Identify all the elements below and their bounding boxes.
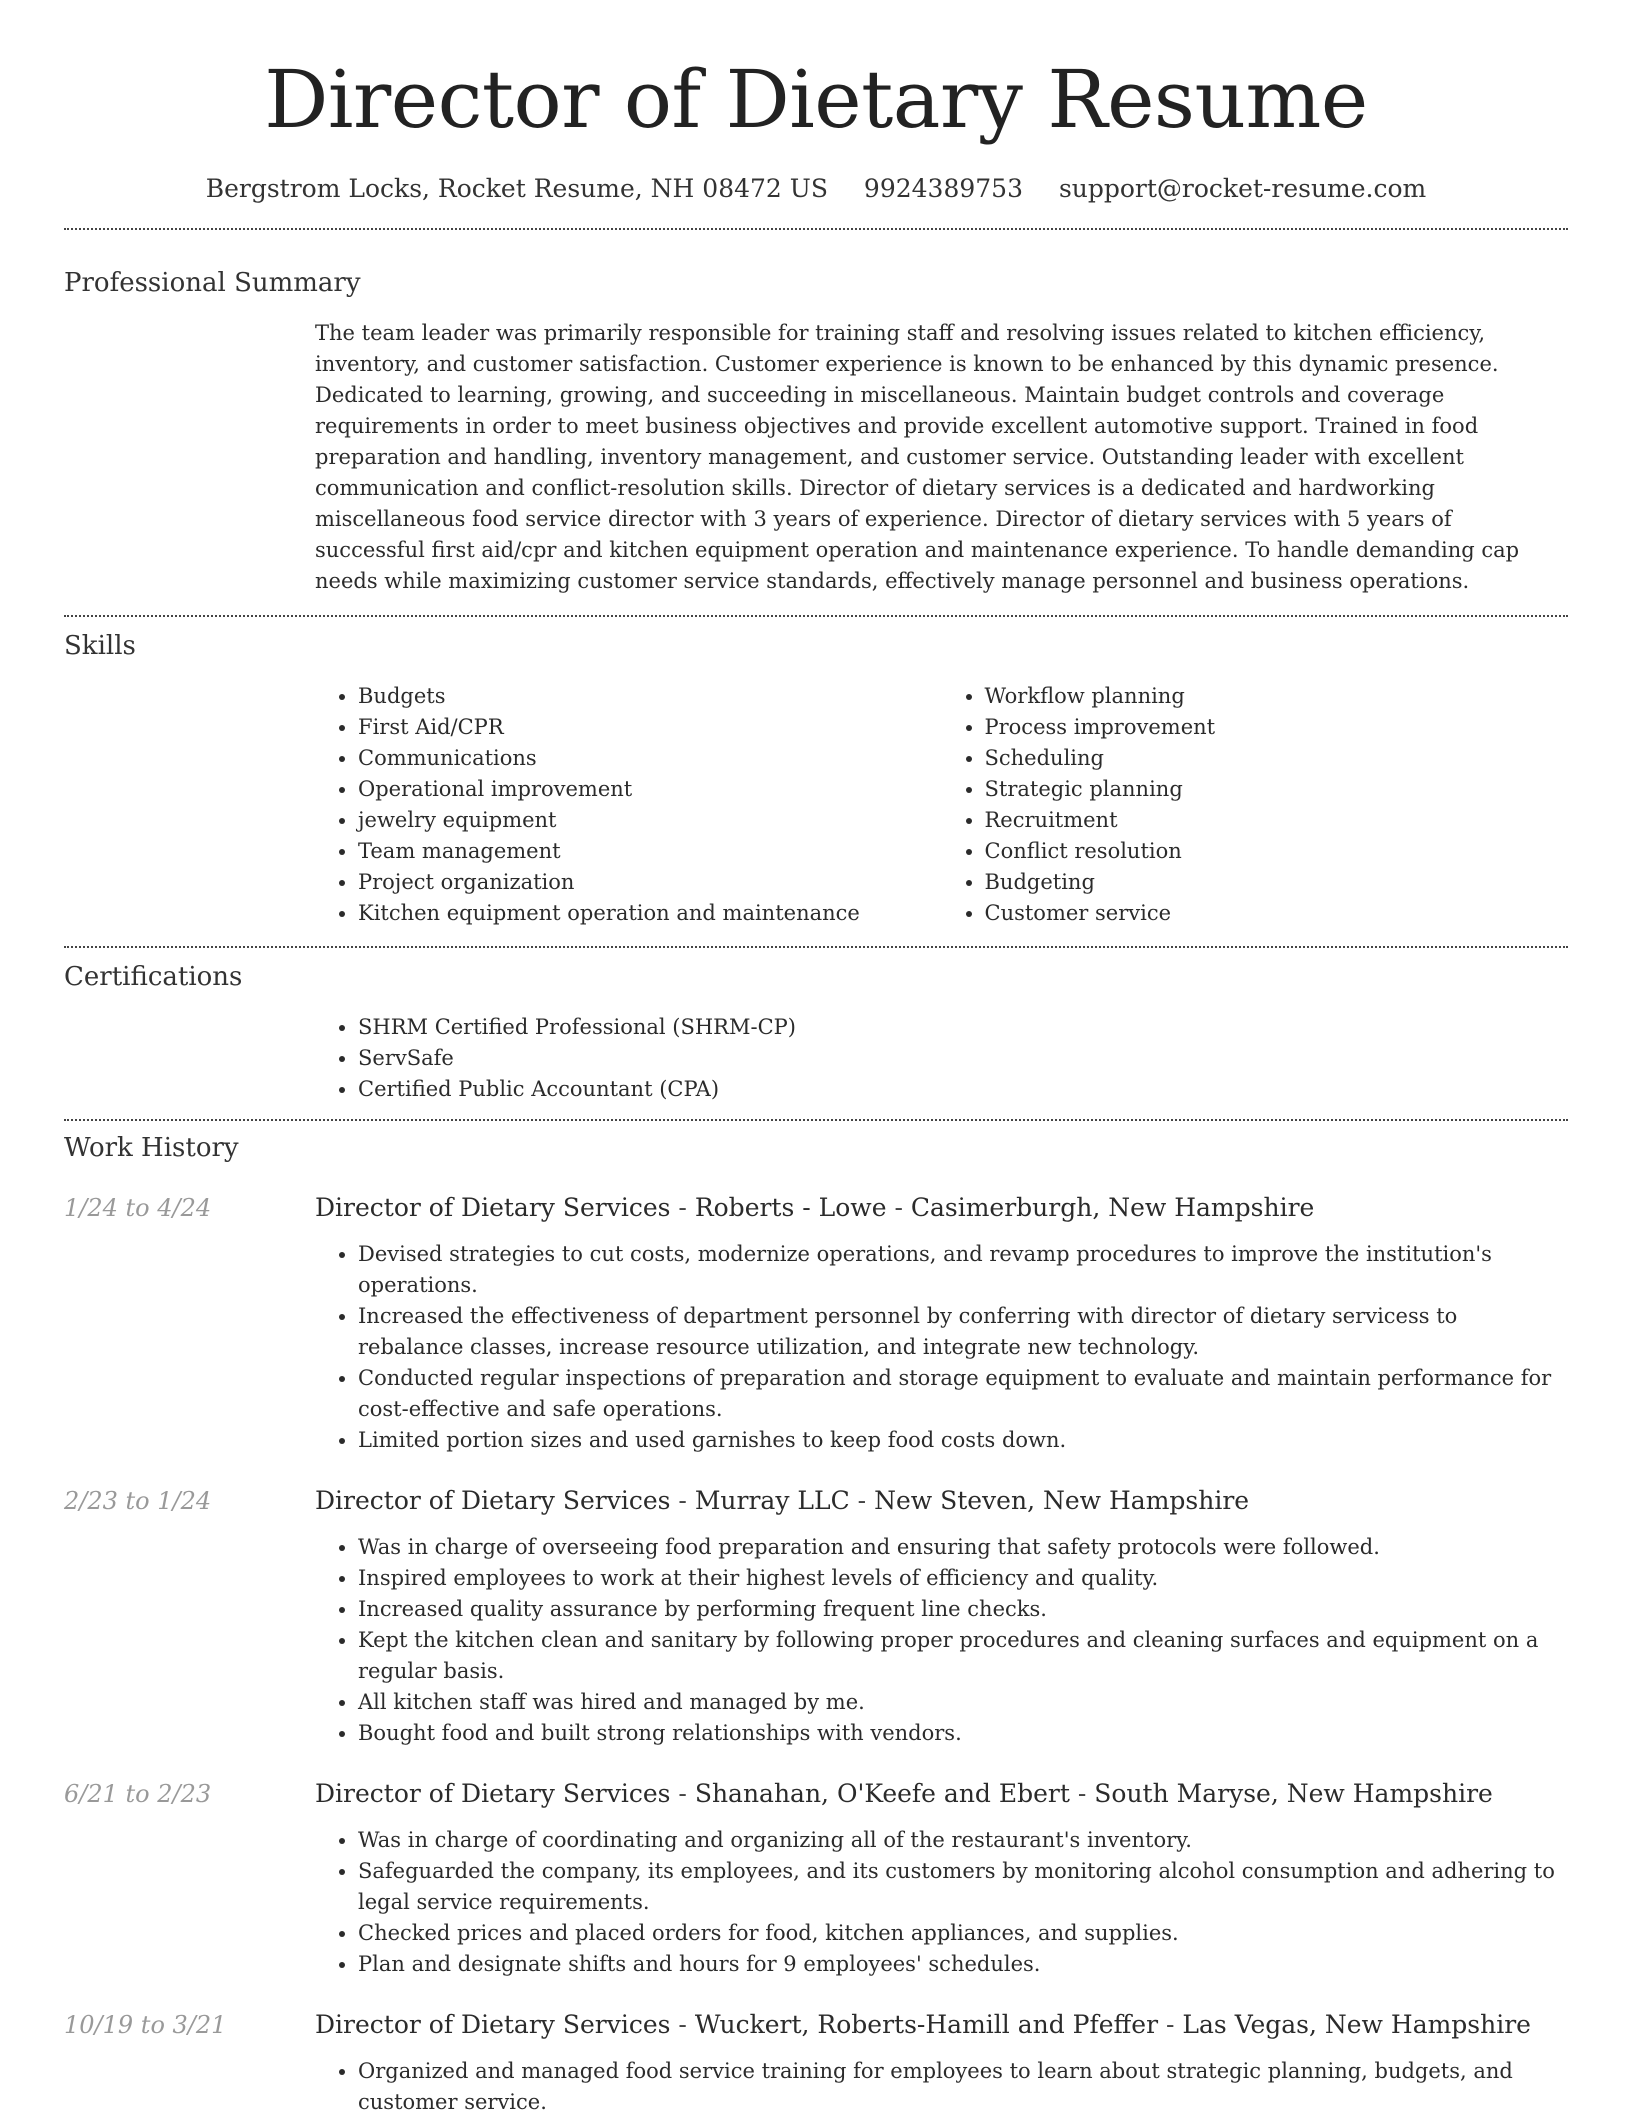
skill-item: • Project organization	[358, 867, 942, 898]
skill-item: • Recruitment	[985, 805, 1569, 836]
job-title: Director of Dietary Services	[315, 2010, 671, 2039]
job-dates: 6/21 to 2/23	[64, 1780, 212, 1808]
job-bullets	[315, 2056, 1568, 2118]
job-bullets	[315, 1532, 1568, 1749]
certifications-heading: Certifications	[64, 962, 243, 992]
certifications-list	[315, 1012, 1568, 1105]
job-bullet: • Increased the effectiveness of department personnel by conferring with director of dietary servicess to rebalance classes, increase resource utilization, and integrate new technology.	[358, 1301, 1568, 1363]
skill-item: • Process improvement	[985, 712, 1569, 743]
job-bullet: • Conducted regular inspections of preparation and storage equipment to evaluate and maintain performance for cost-effective and safe operations.	[358, 1363, 1568, 1425]
job-company: Wuckert, Roberts-Hamill and Pfeffer	[694, 2010, 1159, 2039]
job-heading: Director of Dietary Services - Wuckert, Roberts-Hamill and Pfeffer - Las Vegas, New Hampshire	[315, 2010, 1531, 2039]
job-company: Roberts - Lowe	[694, 1193, 887, 1222]
job-bullets	[315, 1825, 1568, 1980]
divider	[64, 615, 1568, 617]
job-bullet: • Was in charge of overseeing food preparation and ensuring that safety protocols were followed.	[358, 1532, 1568, 1563]
job-bullet: • Checked prices and placed orders for food, kitchen appliances, and supplies.	[358, 1918, 1568, 1949]
job-bullet: • Limited portion sizes and used garnishes to keep food costs down.	[358, 1425, 1568, 1456]
job-bullet: • Increased quality assurance by performing frequent line checks.	[358, 1594, 1568, 1625]
certification-item: • SHRM Certified Professional (SHRM-CP)	[358, 1012, 1568, 1043]
job-body	[315, 1777, 1568, 1980]
job-bullet: • Organized and managed food service training for employees to learn about strategic planning, budgets, and customer service.	[358, 2056, 1568, 2118]
certification-item: • Certified Public Accountant (CPA)	[358, 1074, 1568, 1105]
summary-text: The team leader was primarily responsible for training staff and resolving issues related to kitchen efficiency, inventory, and customer satisfaction. Customer experience is known to be enhanced by this dynamic presence. Dedicated to learning, growing, and succeeding in miscellaneous. Maintain budget controls and coverage requirements in order to meet business objectives and provide excellent automotive support. Trained in food preparation and handling, inventory management, and customer service. Outstanding leader with excellent communication and conflict-resolution skills. Director of dietary services is a dedicated and hardworking miscellaneous food service director with 3 years of experience. Director of dietary services with 5 years of successful first aid/cpr and kitchen equipment operation and maintenance experience. To handle demanding cap needs while maximizing customer service standards, effectively manage personnel and business operations.	[315, 321, 1520, 593]
contact-address: Bergstrom Locks, Rocket Resume, NH 08472 US	[205, 174, 828, 203]
certifications-section	[64, 960, 1568, 1105]
skill-item: • Workflow planning	[985, 681, 1569, 712]
job-bullet: • Safeguarded the company, its employees, and its customers by monitoring alcohol consumption and adhering to legal service requirements.	[358, 1856, 1568, 1918]
contact-email: support@rocket-resume.com	[1058, 174, 1427, 203]
job-dates: 1/24 to 4/24	[64, 1194, 212, 1222]
job-body	[315, 1191, 1568, 1456]
job-heading: Director of Dietary Services - Murray LLC - New Steven, New Hampshire	[315, 1486, 1250, 1515]
work-history-section	[64, 1131, 1568, 2118]
divider	[64, 1119, 1568, 1121]
job-title: Director of Dietary Services	[315, 1486, 671, 1515]
job-bullet: • Kept the kitchen clean and sanitary by following proper procedures and cleaning surfaces and equipment on a regular basis.	[358, 1625, 1568, 1687]
skill-item: • jewelry equipment	[358, 805, 942, 836]
job-bullet: • All kitchen staff was hired and managed by me.	[358, 1687, 1568, 1718]
skill-item: • Operational improvement	[358, 774, 942, 805]
job-dates: 2/23 to 1/24	[64, 1487, 212, 1515]
resume-title: Director of Dietary Resume	[264, 53, 1368, 146]
job-entry	[64, 2008, 1568, 2118]
job-bullet: • Was in charge of coordinating and organizing all of the restaurant's inventory.	[358, 1825, 1568, 1856]
skill-item: • Budgets	[358, 681, 942, 712]
skills-columns	[315, 681, 1568, 929]
job-bullet: • Bought food and built strong relationships with vendors.	[358, 1718, 1568, 1749]
skill-item: • Customer service	[985, 898, 1569, 929]
skills-list-left	[315, 681, 942, 929]
job-bullet: • Devised strategies to cut costs, modernize operations, and revamp procedures to improve the institution's operations.	[358, 1239, 1568, 1301]
certifications-content	[315, 1012, 1568, 1105]
job-company: Shanahan, O'Keefe and Ebert	[694, 1779, 1070, 1808]
job-body	[315, 2008, 1568, 2118]
skills-heading: Skills	[64, 631, 136, 661]
job-title: Director of Dietary Services	[315, 1779, 671, 1808]
divider	[64, 946, 1568, 948]
job-bullet: • Inspired employees to work at their highest levels of efficiency and quality.	[358, 1563, 1568, 1594]
skill-item: • Conflict resolution	[985, 836, 1569, 867]
job-location: South Maryse, New Hampshire	[1094, 1779, 1493, 1808]
job-body	[315, 1484, 1568, 1749]
job-location: Las Vegas, New Hampshire	[1182, 2010, 1531, 2039]
skills-list-right	[942, 681, 1569, 929]
certification-item: • ServSafe	[358, 1043, 1568, 1074]
job-title: Director of Dietary Services	[315, 1193, 671, 1222]
contact-line	[64, 172, 1568, 206]
skill-item: • Kitchen equipment operation and maintenance	[358, 898, 942, 929]
skill-item: • Budgeting	[985, 867, 1569, 898]
jobs-list	[64, 1191, 1568, 2118]
work-history-heading: Work History	[64, 1133, 239, 1163]
job-bullets	[315, 1239, 1568, 1456]
skill-item: • First Aid/CPR	[358, 712, 942, 743]
job-entry	[64, 1777, 1568, 1980]
divider	[64, 228, 1568, 230]
job-heading: Director of Dietary Services - Roberts - Lowe - Casimerburgh, New Hampshire	[315, 1193, 1315, 1222]
skill-item: • Strategic planning	[985, 774, 1569, 805]
job-entry	[64, 1484, 1568, 1749]
skill-item: • Team management	[358, 836, 942, 867]
job-location: Casimerburgh, New Hampshire	[910, 1193, 1315, 1222]
job-heading: Director of Dietary Services - Shanahan, O'Keefe and Ebert - South Maryse, New Hampshire	[315, 1779, 1493, 1808]
summary-heading: Professional Summary	[64, 268, 361, 298]
summary-section	[64, 266, 1568, 597]
job-bullet: • Plan and designate shifts and hours for 9 employees' schedules.	[358, 1949, 1568, 1980]
resume-page	[64, 0, 1568, 2118]
job-company: Murray LLC	[694, 1486, 850, 1515]
skills-section	[64, 629, 1568, 929]
job-entry	[64, 1191, 1568, 1456]
job-dates: 10/19 to 3/21	[64, 2011, 227, 2039]
contact-phone: 9924389753	[863, 174, 1023, 203]
job-location: New Steven, New Hampshire	[874, 1486, 1250, 1515]
skill-item: • Communications	[358, 743, 942, 774]
skill-item: • Scheduling	[985, 743, 1569, 774]
